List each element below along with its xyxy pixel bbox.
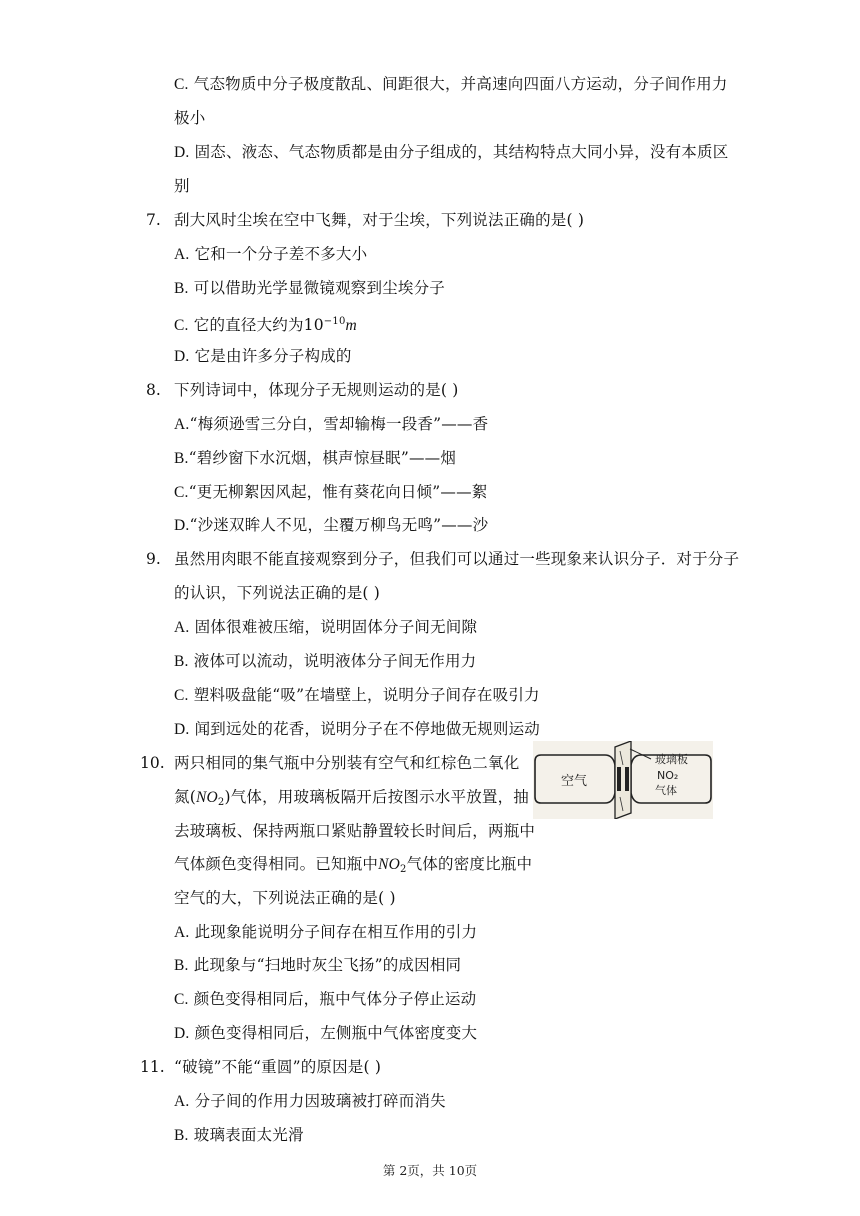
q9-option-d: D. 闻到远处的花香，说明分子在不停地做无规则运动 xyxy=(174,720,541,738)
glass-plate-label: 玻璃板 xyxy=(655,753,688,766)
q9-stem-line1: 虽然用肉眼不能直接观察到分子，但我们可以通过一些现象来认识分子．对于分子 xyxy=(174,550,740,568)
q11-option-b: B. 玻璃表面太光滑 xyxy=(174,1126,304,1144)
q10-stem-line3: 去玻璃板、保持两瓶口紧贴静置较长时间后，两瓶中 xyxy=(174,822,536,840)
q8-stem: 下列诗词中，体现分子无规则运动的是( ) xyxy=(174,381,459,399)
q9-option-a: A. 固体很难被压缩，说明固体分子间无间隙 xyxy=(174,618,478,636)
q7-stem: 刮大风时尘埃在空中飞舞，对于尘埃，下列说法正确的是( ) xyxy=(174,211,585,229)
q10-option-b: B. 此现象与“扫地时灰尘飞扬”的成因相同 xyxy=(174,956,462,974)
q7-number: 7. xyxy=(146,211,161,229)
gas-jars-diagram xyxy=(533,741,713,819)
q8-option-a: A.“梅须逊雪三分白，雪却输梅一段香”——香 xyxy=(174,415,489,433)
q11-option-a: A. 分子间的作用力因玻璃被打碎而消失 xyxy=(174,1092,446,1110)
q10-stem-line4: 气体颜色变得相同。已知瓶中$NO_2$气体的密度比瓶中 xyxy=(174,855,533,875)
q7-option-a: A. 它和一个分子差不多大小 xyxy=(174,245,368,263)
no2-label-line1: NO₂ xyxy=(657,769,679,782)
q6-option-d-line2: 别 xyxy=(174,177,190,195)
q9-stem-line2: 的认识，下列说法正确的是( ) xyxy=(174,584,381,602)
q8-option-d: D.“沙迷双眸人不见，尘覆万柳鸟无鸣”——沙 xyxy=(174,516,489,534)
q9-option-b: B. 液体可以流动，说明液体分子间无作用力 xyxy=(174,652,477,670)
q10-stem-line5: 空气的大，下列说法正确的是( ) xyxy=(174,889,396,907)
air-label: 空气 xyxy=(561,774,588,789)
q7-option-b: B. 可以借助光学显微镜观察到尘埃分子 xyxy=(174,279,445,297)
q11-stem: “破镜”不能“重圆”的原因是( ) xyxy=(174,1058,382,1076)
q11-number: 11. xyxy=(140,1058,165,1076)
no2-label-line2: 气体 xyxy=(655,784,677,797)
q9-option-c: C. 塑料吸盘能“吸”在墙壁上，说明分子间存在吸引力 xyxy=(174,686,540,704)
q10-stem-line1: 两只相同的集气瓶中分别装有空气和红棕色二氧化 xyxy=(174,754,520,772)
q8-number: 8. xyxy=(146,381,161,399)
q8-option-c: C.“更无柳絮因风起，惟有葵花向日倾”——絮 xyxy=(174,483,488,501)
q10-number: 10. xyxy=(140,754,165,772)
q10-option-d: D. 颜色变得相同后，左侧瓶中气体密度变大 xyxy=(174,1024,478,1042)
q6-option-c-line1: C. 气态物质中分子极度散乱、间距很大，并高速向四面八方运动，分子间作用力 xyxy=(174,75,728,93)
q10-figure xyxy=(533,741,713,819)
q10-option-c: C. 颜色变得相同后，瓶中气体分子停止运动 xyxy=(174,990,477,1008)
q6-option-c-line2: 极小 xyxy=(174,109,206,127)
page-footer: 第 2页，共 10页 xyxy=(382,1163,478,1178)
q7-option-d: D. 它是由许多分子构成的 xyxy=(174,347,352,365)
q10-stem-line2: 氮$(NO_2)$气体，用玻璃板隔开后按图示水平放置，抽 xyxy=(174,788,530,808)
q7-option-c: C. 它的直径大约为$10^{-10}m$ xyxy=(174,316,357,334)
q6-option-d-line1: D. 固态、液态、气态物质都是由分子组成的，其结构特点大同小异，没有本质区 xyxy=(174,143,729,161)
q9-number: 9. xyxy=(146,550,161,568)
q8-option-b: B.“碧纱窗下水沉烟，棋声惊昼眠”——烟 xyxy=(174,449,457,467)
q10-option-a: A. 此现象能说明分子间存在相互作用的引力 xyxy=(174,923,478,941)
